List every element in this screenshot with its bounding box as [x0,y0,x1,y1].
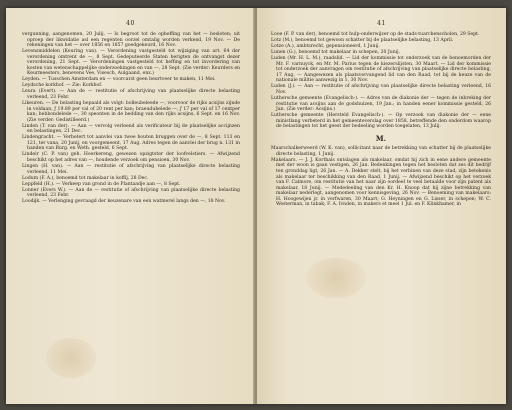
book-spread [6,8,506,404]
page-number: 41 [377,20,386,27]
index-entry: Levensmiddelen (Keuring van). — Verordening vastgesteld tot wijziging van art. 64 der verordening omtrent de —, 8 Sept. Gedeputeerde Staten berigten de ontvangst dezer verordening, 21 Sept. — Verordeningen vastgesteld tot heffing en tot invordering van kosten van wetenschappelijke onderzoekingen en van —, 28 Sept. (Zie verder: Keurders en Keurmeesters, benevens Vee, Visesch, Aulgaand, enz.) [22,49,240,77]
index-entry: vergunning, aangenomen, 20 Julij. — Is begroot tot de opheffing van het — besloten; uit oproep der likwidatie asl een regenten oorzel omtalig worden verkend, 19 Nov. — De rekeningen van het — over 1856 en 1857 goedgekeurd, 16 Nov. [22,32,240,49]
index-entry: Loodijk. — Verlenging gevraagd der keuzenare van een watmerel langs den —, 18 Nov. [22,199,226,205]
left-page-text [22,32,240,205]
index-entry: Lotze (A.), ambtsrecht, gepensioneerd, 1 Junij. [271,44,380,50]
index-entry: Luthersche gemeente (Hersteld Evangelisch-). — Op verzoek van diakonie der — eene ministlang verbeterd in het gemeenteverslag over 1858, betreffende den onderdom waarop de belastingen tot het geest der bedeeling worden toegelaten, 13 Julij. [271,113,491,130]
index-entry: Lindengracht. — Verbetert tot aanvlei van twee houten bruggen over de —, 8 Sept. 113 en 121, ter vana, 20 Junij, en voorgemeent, 17 Aug. Adres tegen de aanvlei der brug n. 131 in handen van Burg. en Weth. gesteld, 6 Sept. [22,135,240,152]
index-entry: Lotz (M.), benoemd tot gewoon schatter bij de plaatselijke belasting, 13 April. [271,38,454,44]
index-entry: Lunen (G.), benoemd tot makelaar in schepen, 20 Junij. [271,50,401,56]
index-entry: Looe (F. P. van der), benoemd tot hulp-onderwijzer op de stads-tuarchenscholen, 29 Sept. [271,32,480,37]
left-page [6,8,255,404]
index-entry: Leydsche korkhof. — Zie: Korkhof. [22,83,103,89]
index-entry: Makelaars. — J. J. Korthals ontslagen als makelaar, omdat hij zich in eene andere gemeente met der woon is gaan vestigen, 26 Jan. Bedenkingen tegen het besloten dat zes dit bedrijf ten gronddag ligt, 26 Jan. — A. Dekker stelt, bij het verbinen van deze stad, zijn betekenis als makelaar ter beschikking van den Raad, 1 Junij. — Afwijzend beschikt op het verzoek van F. Calmore, om restitutie van het naar zijn oordeel te veel betaalde voor zijn patent als makelaar, 18 Junij. — Mededeeling van den Kr. H. Knoop dat hij zijne betrekking van makelaar nederlegt, aangenomen voor kennisgeving, 26 Nov. — Benoeming van makelaars: H. Hoogewijen jr. in verfwaren, 30 Maart; G. Heyningen en G. Lisser, in schepen; W. C. Westerman, in tabak; F. A. Ivnden, in makers et meel 1 Jul. en F. Klinkhamer, in [271,157,491,208]
index-entry: Linden (T. van der). — Aan — vervolg verleend als verificateur bij de plaatselijke accijnzen en belastingen, 21 Dec. [22,123,240,135]
index-entry: Leyden. — Tusschen Amsterdam en — voorcarst geen beurtveer te maken, 11 Mei. [22,77,216,83]
index-entry: Luthersche gemeente (Evangelisch-). — Adres van de diakonie der — tegen de inbreking der restitutie van acsijns aan de godshuizen, 19 Jan.; in handen eener kommissie gesteld, 26 Jan. (Zie verder: Acsijns.) [271,96,491,113]
index-entry: Leppfeld (H.). — Verkeep van grond in de Plantaadje aan —, 8 Sept. [22,181,181,187]
index-entry: Luden (Mr. H. L. M.), raadslid. — Lid der kommissie tot onderzoek van de benoemorden der Mr. F. varnuyck, en Mr. M. Parius tegen de kiezerslijsten, 30 Maart. — Lid der kommissie tot onderzoek der aanvragen om restitutie of afschrijving van plaatselijke directe belasting, 17 Aug. — Aangewezen als plaatsvervangend lid van den Raad, tot bij de keuze van de nationale militie aanwezig in 1, 30 Nov. [271,56,491,84]
index-entry: Lindeir (C. P. van) geh. Hoerkereng, gewezen opzigtster der loofvelstiers. — Afwijzend beschikt op het adres van —, houdende verzoek om pensioen, 30 Nov. [22,152,240,164]
right-page-text [271,32,491,208]
index-entry: Maarschalkerweerd (W. K. van), sollicitant naar de betrekking van schatter bij de plaatselijke directe belasting, 1 Junij. [271,146,491,157]
page-number: 40 [126,20,135,27]
index-entry: Luden (J.). — Aan — restitutie of afschrijving van plaatselijke directe belasting verleend, 16 Nov. [271,84,491,95]
index-entry: Lonner (Evers W.). — Aan de — restitutie of afschrijving van plaatselijke directe belasting verleend, 23 Febr. [22,187,240,199]
right-page [257,8,506,404]
index-entry: Leura (Evert). — Aan de — restitutie of afschrijving van plaatselijke directe belasting verleend, 23 Febr. [22,89,240,101]
index-entry: Lodum (F. A.), benoemd tot makelaar in koffij, 28 Dec. [22,175,149,181]
section-heading: M. [375,133,387,143]
index-entry: Lingen (H. van). — Aan — restitutie of afschrijving van plaatselijke directe belasting verleend, 11 Mei. [22,164,240,175]
index-entry: Likeuren. — De belasting bepaald als volgt: bolleubeleede —, voorvoor de rijks acsijns zijnde in voldaan, ƒ 19.89 per val of 20 rent per kan; braeudubelede —, ƒ 17 per val of 17 centper kan; hebbondelede —, 30 speonten in de bedding van den rijks acsijns, 6 Sept. en 16 Nov. (Zie verder: Gedistilleerd.) [22,101,240,123]
